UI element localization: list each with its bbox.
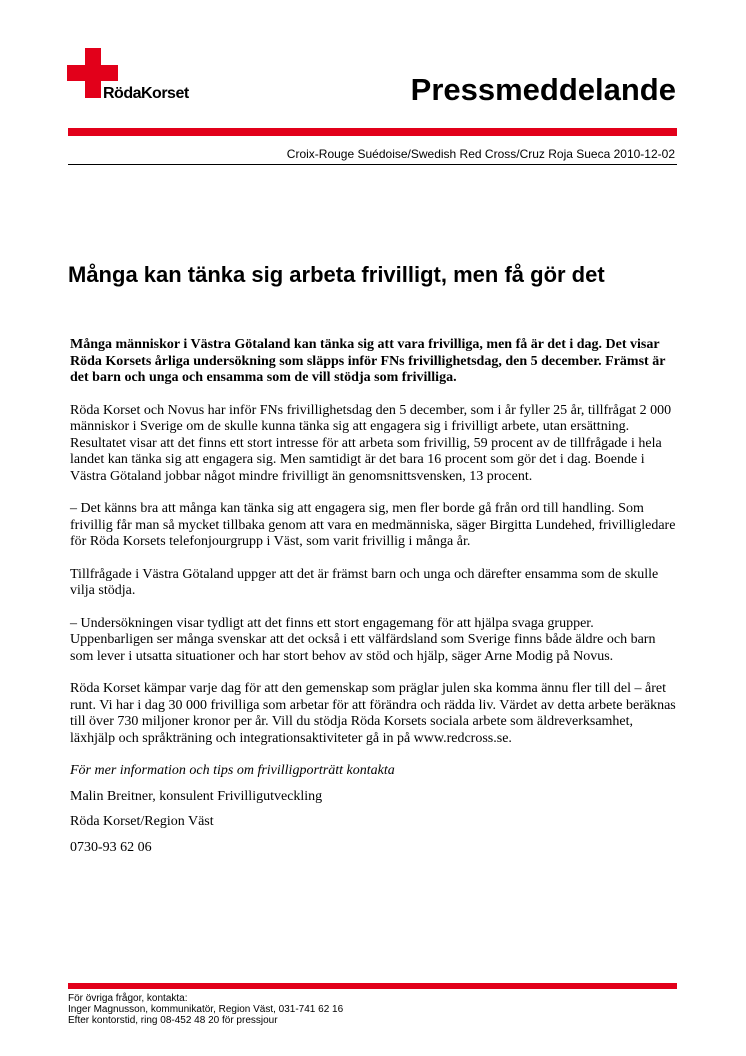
subtitle-divider bbox=[68, 164, 677, 165]
red-cross-logo bbox=[67, 48, 217, 108]
article-body bbox=[70, 337, 680, 865]
footer bbox=[68, 993, 343, 1026]
body-paragraph: Röda Korset och Novus har inför FNs frivillighetsdag den 5 december, som i år fyller 25 år, tillfrågat 2 000 människor i Sverige om de skulle kunna tänka sig att engagera sig i frivilligt arbete, utan ersättning. Resultatet visar att det finns ett stort intresse för att arbeta som frivillig, 59 procent av de tillfrågade i hela landet kan tänka sig att engagera sig. Men samtidigt är det bara 16 procent som gör det i dag. Boende i Västra Götaland jobbar något mindre frivilligt än genomsnittsvensken, 13 procent. bbox=[70, 402, 672, 484]
contact-name: Malin Breitner, konsulent Frivilligutveckling bbox=[70, 788, 323, 804]
contact-organization: Röda Korset/Region Väst bbox=[70, 814, 214, 829]
body-paragraph: – Det känns bra att många kan tänka sig att engagera sig, men fler borde gå från ord till handling. Som frivillig får man så mycket tillbaka genom att vara en medmänniska, säger Birgitta Lundehed, frivilligledare för Röda Korsets telefonjourgrupp i Väst, som varit frivillig i många år. bbox=[70, 501, 676, 549]
logo-text: RödaKorset bbox=[103, 85, 189, 102]
contact-intro: För mer information och tips om frivilligporträtt kontakta bbox=[70, 763, 395, 778]
body-paragraph: – Undersökningen visar tydligt att det finns ett stort engagemang för att hjälpa svaga grupper. Uppenbarligen ser många svenskar att det också i ett välfärdsland som Sverige finns både äldre och barn som lever i utsatta situationer och har stort behov av stöd och hjälp, säger Arne Modig på Novus. bbox=[70, 615, 656, 664]
lead-paragraph: Många människor i Västra Götaland kan tänka sig att vara frivilliga, men få är det i dag. Det visar Röda Korsets årliga undersökning som släpps inför FNs frivillighetsdag, den 5 december. Främst är det barn och unga och ensamma som de vill stödja som frivilliga. bbox=[70, 337, 666, 385]
footer-line: Inger Magnusson, kommunikatör, Region Väst, 031-741 62 16 bbox=[68, 1004, 344, 1015]
header-divider bbox=[68, 128, 677, 136]
org-and-date: Croix-Rouge Suédoise/Swedish Red Cross/Cruz Roja Sueca 2010-12-02 bbox=[286, 147, 675, 161]
footer-line: För övriga frågor, kontakta: bbox=[68, 993, 188, 1004]
footer-line: Efter kontorstid, ring 08-452 48 20 för pressjour bbox=[68, 1015, 278, 1026]
red-cross-icon-bar bbox=[67, 65, 118, 81]
article-headline: Många kan tänka sig arbeta frivilligt, men få gör det bbox=[68, 262, 605, 287]
body-paragraph: Röda Korset kämpar varje dag för att den gemenskap som präglar julen ska komma ännu fler till del – året runt. Vi har i dag 30 000 frivilliga som arbetar för att förändra och rädda liv. Värdet av detta arbete beräknas till över 730 miljoner kronor per år. Vill du stödja Röda Korsets sociala arbete som äldreverksamhet, läxhjälp och språkträning och integrationsaktiviteter gå in på www.redcross.se. bbox=[70, 681, 676, 746]
body-paragraph: Tillfrågade i Västra Götaland uppger att det är främst barn och unga och därefter ensamma som de skulle vilja stödja. bbox=[70, 566, 659, 598]
footer-divider bbox=[68, 983, 677, 989]
page-title: Pressmeddelande bbox=[410, 72, 676, 107]
contact-phone: 0730-93 62 06 bbox=[70, 839, 152, 855]
